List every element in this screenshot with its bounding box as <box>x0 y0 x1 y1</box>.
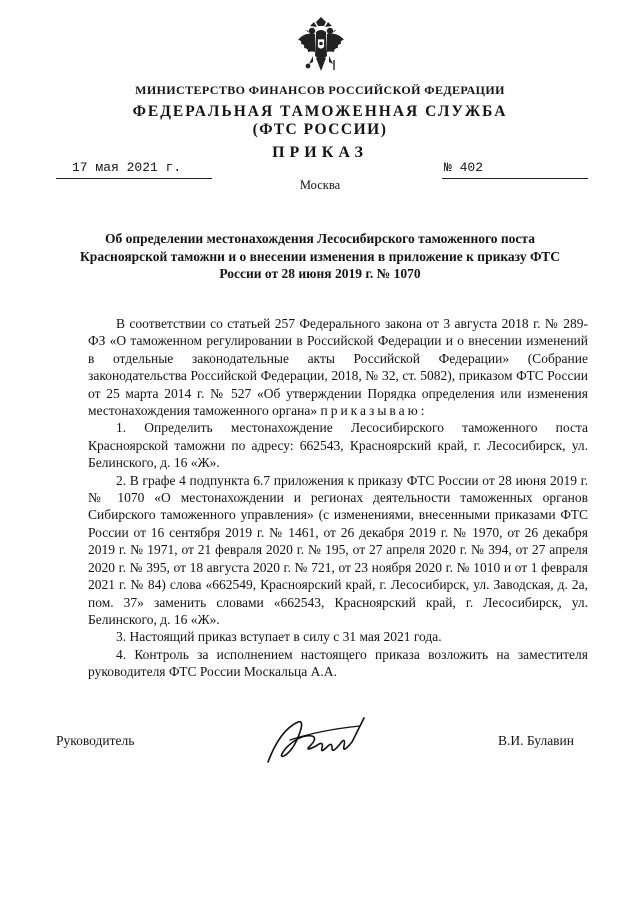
handwritten-signature-icon <box>260 700 380 770</box>
command-word: приказываю: <box>320 403 428 419</box>
order-number-field <box>442 160 588 179</box>
order-date-field <box>56 160 212 179</box>
service-abbreviation: (ФТС РОССИИ) <box>252 121 388 138</box>
preamble-text: В соответствии со статьей 257 Федерального закона от 3 августа 2018 г. № 289-ФЗ «О таможенном регулировании в Российской Федерации и о внесении изменений в отдельные законодательные акты Российской Федерации» (Собрание законодательства Российской Федерации, 2018, № 32, ст. 5082), приказом ФТС России от 25 марта 2014 г. № 527 «Об утверждении Порядка определения или изменения местонахождения таможенного органа» <box>88 316 588 419</box>
ministry-name: МИНИСТЕРСТВО ФИНАНСОВ РОССИЙСКОЙ ФЕДЕРАЦИИ <box>135 83 505 97</box>
document-body <box>88 315 588 681</box>
document-type: ПРИКАЗ <box>272 144 368 161</box>
signatory-name: В.И. Булавин <box>498 733 575 748</box>
item-paragraph: 4. Контроль за исполнением настоящего приказа возложить на заместителя руководителя ФТС России Москальца А.А. <box>88 646 588 680</box>
city-name: Москва <box>299 178 341 192</box>
item-paragraph: 1. Определить местонахождение Лесосибирского таможенного поста Красноярской таможни по адресу: 662543, Красноярский край, г. Лесосибирск, ул. Белинского, д. 16 «Ж». <box>88 420 588 471</box>
order-number: № 402 <box>444 160 484 175</box>
item-paragraph: 3. Настоящий приказ вступает в силу с 31 мая 2021 года. <box>116 629 442 645</box>
service-name: ФЕДЕРАЛЬНАЯ ТАМОЖЕННАЯ СЛУЖБА <box>132 103 508 120</box>
preamble-paragraph <box>88 315 588 419</box>
order-date: 17 мая 2021 г. <box>72 160 182 175</box>
document-title: Об определении местонахождения Лесосибирского таможенного поста Красноярской таможни и о внесении изменения в приложение к приказу ФТС России от 28 июня 2019 г. № 1070 <box>80 231 560 281</box>
coat-of-arms-icon <box>296 16 346 78</box>
signatory-role: Руководитель <box>56 733 135 748</box>
item-paragraph: 2. В графе 4 подпункта 6.7 приложения к приказу ФТС России от 28 июня 2019 г. № 1070 «О местонахождении и регионах деятельности таможенных органов Сибирского таможенного управления» (с изменениями, внесенными приказами ФТС России от 16 сентября 2019 г. № 1461, от 26 декабря 2019 г. № 1970, от 26 декабря 2019 г. № 1971, от 21 февраля 2020 г. № 195, от 27 апреля 2020 г. № 394, от 27 апреля 2020 г. № 395, от 18 августа 2020 г. № 721, от 23 ноября 2020 г. № 1010 и от 1 февраля 2021 г. № 84) слова «662549, Красноярский край, г. Лесосибирск, ул. Заводская, д. 2а, пом. 37» заменить словами «662543, Красноярский край, г. Лесосибирск, ул. Белинского, д. 16 «Ж». <box>88 472 588 627</box>
